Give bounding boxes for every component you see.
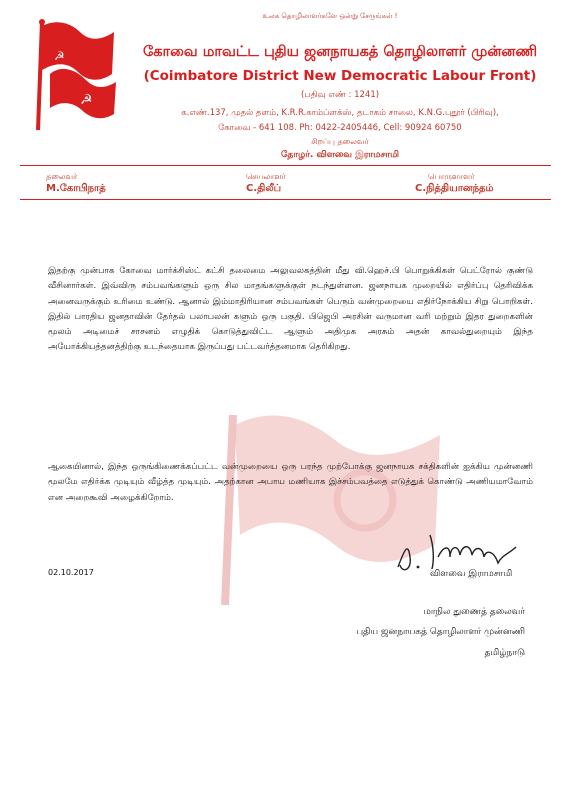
signer-organization: புதிய ஜனநாயகத் தொழிலாளர் முன்னணி — [356, 627, 525, 637]
officer-name-treasurer: C.நித்தியானந்தம் — [415, 183, 494, 194]
slogan: உலக தொழிலாளர்களே ஒன்று சேருங்கள் ! — [262, 12, 398, 20]
officer-name-president: M.கோபிநாத் — [46, 183, 106, 194]
address-contact-line: கோவை - 641 108. Ph: 0422-2405446, Cell: 90924 60750 — [218, 123, 462, 133]
organization-name-tamil: கோவை மாவட்ட புதிய ஜனநாயகத் தொழிலாளர் முன்னணி — [142, 44, 538, 60]
officer-role-treasurer: பொருளாளர் — [428, 172, 475, 181]
address-line: க.எண்.137, முதல் தளம், K.R.R.காம்ப்ளக்ஸ், தடாகம் சாலை, K.N.G.புதூர் (பிரிவு), — [181, 108, 499, 118]
officer-role-president: தலைவர் — [46, 172, 78, 181]
officers-divider — [20, 199, 551, 200]
organization-name-english: (Coimbatore District New Democratic Labour Front) — [143, 68, 537, 84]
body-paragraph-2: ஆகையினால், இந்த ஒருங்கிணைக்கப்பட்ட வன்முறையை ஒரு பரந்த முற்போக்கு ஜனநாயக சக்திகளின் ஐக்கிய முன்னணி மூலமே எதிர்க்க முடியும் வீழ்த்த முடியும். அதற்கான அபாய மணியாக இச்சம்பவத்தை எடுத்துக் கொண்டு அணியமாவோம் என அறைகூவி அழைக்கிறோம். — [48, 462, 533, 503]
officer-name-secretary: C.திலீப் — [246, 183, 282, 194]
patron-name: தோழர். விளவை இராமசாமி — [281, 150, 399, 160]
letter-date: 02.10.2017 — [48, 568, 94, 577]
signer-designation: மாநில துணைத் தலைவர் — [423, 607, 525, 617]
svg-text:☭: ☭ — [54, 49, 65, 63]
body-paragraph-1: இதற்கு முன்பாக கோவை மார்க்சிஸ்ட் கட்சி தலைமை அலுவலகத்தின் மீது வி.ஹெச்.பி பொறுக்கிகள் பெட்ரோல் குண்டு வீசினார்கள். இவ்விரு சம்பவங்களும் ஒரு சில மாதங்களுக்குள் நடந்துள்ளன. ஜனநாயக முறையில் எதிர்ப்பு தெரிவிக்க அனைவருக்கும் உரிமை உண்டு. ஆனால் இம்மாதிரியான சம்பவங்கள் பெரும் வன்முறையை எதிர்நோக்கிய சிறு பொறிகள். இதில் பாரதிய ஜனதாவின் தேர்தல் பலாபலன் களும் ஒரு பகுதி. பிஜெபி அரசின் வருமான வரி மற்றும் இதர துறைகளின் மூலம் அடிமைச் சாசனம் எழுதிக் கொடுத்துவிட்ட ஆளும் அதிமுக அரசும் அதன் காவல்துறையும் இந்த அயோக்கியத்தனத்திற்கு உடந்தையாக இருப்பது பட்டவர்த்தனமாக தெரிகிறது. — [48, 266, 533, 353]
signer-name: விளவை இராமசாமி — [430, 569, 513, 579]
address-block — [120, 106, 560, 136]
red-flag-logo — [28, 16, 118, 134]
registration-number: (பதிவு எண் : 1241) — [300, 90, 380, 100]
header-divider — [20, 165, 551, 166]
signer-state: தமிழ்நாடு — [484, 648, 525, 658]
patron-title: சிறப்பு தலைவர் — [311, 137, 369, 146]
svg-text:☭: ☭ — [80, 92, 93, 108]
officer-role-secretary: செயலாளர் — [246, 172, 286, 181]
